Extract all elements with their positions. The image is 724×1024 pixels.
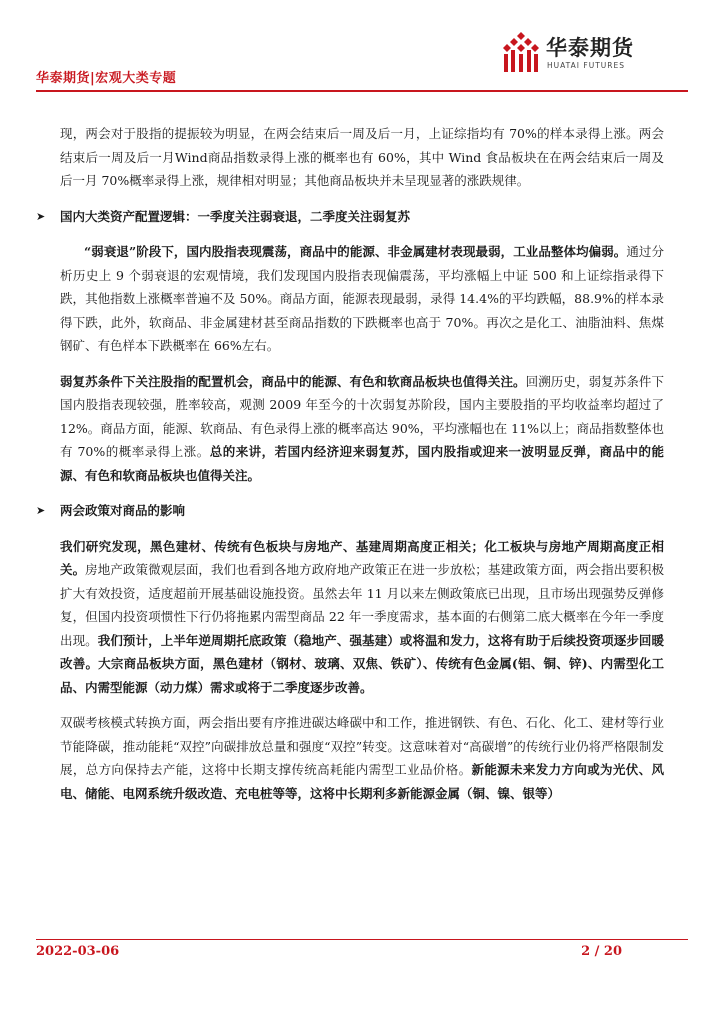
- paragraph-dual-carbon: [60, 711, 664, 805]
- paragraph-weak-recession: [60, 240, 664, 358]
- section-bullet-policy-impact: [36, 499, 664, 523]
- paragraph-text: 回溯历史，弱复苏条件下国内股指表现较强，胜率较高，观测 2009 年至今的十次弱复苏阶段，国内主要股指的平均收益率均超过了 12%。商品方面，能源、软商品、有色录得上涨的概率高达 90%，平均涨幅也在 11%以上；商品指数整体也有 70%的概率录得上涨。: [60, 373, 664, 459]
- conclusion-sentence: 总的来讲，若国内经济迎来弱复苏，国内股指或迎来一波明显反弹，商品中的能源、有色和软商品板块也值得关注。: [60, 444, 664, 483]
- report-date: 2022-03-06: [36, 944, 120, 959]
- paragraph-weak-recovery: [60, 370, 664, 488]
- footer-divider: [36, 939, 688, 940]
- company-logo: [500, 30, 690, 80]
- forecast-sentence: 我们预计，上半年逆周期托底政策（稳地产、强基建）或将温和发力，这将有助于后续投资项逐步回暖改善。大宗商品板块方面，黑色建材（钢材、玻璃、双焦、铁矿）、传统有色金属(铝、铜、锌)、内需型化工品、内需型能源（动力煤）需求或将于二季度逐步改善。: [60, 632, 664, 695]
- paragraph-text: 房地产政策微观层面，我们也看到各地方政府地产政策正在进一步放松；基建政策方面，两会指出要积极扩大有效投资，适度超前开展基础设施投资。虽然去年 11 月以来左侧政策底已出现，且市场出现强势反弹修复，但国内投资项惯性下行仍将拖累内需型商品 22 年一季度需求，基本面的右侧第二底大概率在今年一季度出现。: [60, 562, 664, 648]
- paragraph-continuation: 现，两会对于股指的提振较为明显，在两会结束后一周及后一月，上证综指均有 70%的样本录得上涨。两会结束后一周及后一月Wind商品指数录得上涨的概率也有 60%，其中 Wind 食品板块在在两会结束后一周及后一月 70%概率录得上涨，规律相对明显；其他商品板块并未呈现显著的涨跌规律。: [60, 126, 664, 188]
- paragraph-text: 通过分析历史上 9 个弱衰退的宏观情境，我们发现国内股指表现偏震荡，平均涨幅上中证 500 和上证综指录得下跌，其他指数上涨概率普遍不及 50%。商品方面，能源表现最弱，录得 14.4%的平均跌幅，88.9%的样本录得下跌，此外，软商品、非金属建材甚至商品指数的下跌概率也高于 70%。再次之是化工、油脂油料、焦煤钢矿、有色样本下跌概率在 66%左右。: [60, 244, 664, 353]
- lead-sentence: 我们研究发现，黑色建材、传统有色板块与房地产、基建周期高度正相关；化工板块与房地产周期高度正相关。: [60, 538, 664, 577]
- arrow-bullet-icon: ➤: [36, 209, 46, 223]
- new-energy-sentence: 新能源未来发力方向或为光伏、风电、储能、电网系统升级改造、充电桩等等，这将中长期利多新能源金属（铜、镍、银等）: [60, 762, 664, 801]
- section-heading: 国内大类资产配置逻辑：一季度关注弱衰退，二季度关注弱复苏: [60, 208, 411, 224]
- report-series-title: 华泰期货|宏观大类专题: [36, 71, 177, 86]
- document-body: [36, 122, 664, 817]
- header-divider: [36, 90, 688, 92]
- section-heading: 两会政策对商品的影响: [60, 503, 186, 518]
- arrow-bullet-icon: ➤: [36, 504, 46, 517]
- section-bullet-asset-allocation: [36, 205, 664, 229]
- paragraph-text: 双碳考核模式转换方面，两会指出要有序推进碳达峰碳中和工作，推进钢铁、有色、石化、化工、建材等行业节能降碳，推动能耗“双控”向碳排放总量和强度“双控”转变。这意味着对“高碳增”的传统行业仍将严格限制发展，总方向保持去产能，这将中长期支撑传统高耗能内需型工业品价格。: [60, 715, 664, 777]
- paragraph-policy-commodities: [60, 535, 664, 700]
- huatai-emblem-icon: [500, 30, 542, 74]
- lead-sentence: 弱复苏条件下关注股指的配置机会，商品中的能源、有色和软商品板块也值得关注。: [60, 373, 526, 389]
- logo-english-name: HUATAI FUTURES: [547, 61, 625, 70]
- logo-chinese-name: 华泰期货: [546, 36, 634, 60]
- lead-sentence: “弱衰退”阶段下，国内股指表现震荡，商品中的能源、非金属建材表现最弱，工业品整体均偏弱。: [84, 244, 627, 259]
- page-number: 2 / 20: [581, 944, 622, 959]
